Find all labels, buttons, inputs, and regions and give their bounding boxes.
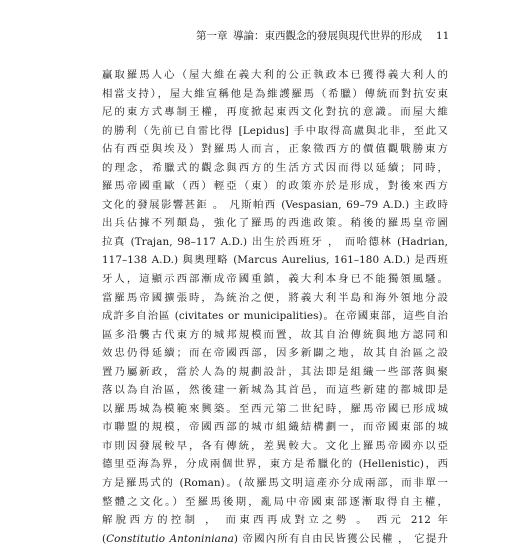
running-header	[196, 28, 422, 44]
text-line: 相當支持），屋大維宣稱他是為維護羅馬（希臘）傳統而對抗安東	[102, 87, 448, 100]
text-line: 117–138 A.D.) 與奧理略 (Marcus Aurelius, 161–180 A.D.) 是西班	[102, 254, 448, 267]
text-line: 牙人，這顯示西部漸成帝國重鎮，義大利本身已不能獨領風騷。	[102, 273, 448, 286]
text-line: 市則因發展較早，各有傳統，差異較大。文化上羅馬帝國亦以亞	[102, 439, 448, 452]
text-line: 出兵佔據不列顛島，強化了羅馬的西進政策。稍後的羅馬皇帝圖	[102, 217, 448, 230]
text-line: 拉真 (Trajan, 98–117 A.D.) 出生於西班牙 ， 而哈德林 (Hadrian,	[102, 235, 448, 248]
text-line: 成許多自治區 (civitates or municipalities)。在帝國東部，這些自治	[102, 310, 448, 323]
text-line: 佔有西亞與埃及）對羅馬人而言，正象徵西方的價值觀戰勝東方	[102, 143, 448, 156]
chapter-label: 第一章	[196, 30, 228, 42]
text-line: 的理念，希臘式的觀念與西方的生活方式因而得以延續；同時，	[102, 161, 448, 174]
text-line: 贏取羅馬人心（屋大維在義大利的公正執政本已獲得義大利人的	[102, 69, 448, 81]
text-line: 的勝利（先前已自雷比得 [Lepidus] 手中取得高盧與北非，至此又	[102, 124, 448, 137]
text-line: 以羅馬城為模範來興築。至西元第二世紀時，羅馬帝國已形成城	[102, 402, 448, 415]
text-line: 區多沿襲古代東方的城邦規模而置，故其自治傳統與地方認同和	[102, 328, 448, 341]
chapter-title: 導論：東西觀念的發展與現代世界的形成	[233, 30, 422, 42]
page-number: 11	[436, 30, 450, 42]
text-line: 尼的東方式專制王權，再度掀起東西文化對抗的意識。而屋大維	[102, 106, 448, 119]
text-line: 落以為自治區，然後建一新城為其首邑，而這些新建的都城即是	[102, 384, 448, 397]
body-text	[102, 66, 448, 548]
text-line: 羅馬帝國重歐（西）輕亞（東）的政策亦於是形成，對後來西方	[102, 180, 448, 193]
text-line: 解脫西方的控制 ， 而東西再成對立之勢 。 西元 212 年	[102, 514, 448, 527]
text-line: 當羅馬帝國擴張時，為統治之便，將義大利半島和海外領地分設	[102, 291, 448, 304]
text-line: (Constitutio Antoniniana) 帝國內所有自由民皆獲公民權 ， 它提升	[102, 532, 448, 545]
text-line: 市聯盟的規模，帝國西部的城市組織結構劃一，而帝國東部的城	[102, 421, 448, 434]
text-line: 效忠仍得延續；而在帝國西部，因多新闢之地，故其自治區之設	[102, 347, 448, 360]
text-line: 整體之文化。）至羅馬後期，亂局中帝國東部逐漸取得自主權，	[102, 495, 448, 508]
text-line: 方是羅馬式的 (Roman)。(故羅馬文明這產亦分成兩部，而非單一	[102, 477, 448, 490]
text-line: 置乃屬新政，當於人為的規劃設計，其法即是組織一些部落與聚	[102, 365, 448, 378]
text-line: 文化的發展影響甚鉅 。 凡斯帕西 (Vespasian, 69–79 A.D.) 主政時	[102, 198, 448, 211]
text-line: 德里亞海為界，分成兩個世界，東方是希臘化的 (Hellenistic)，西	[102, 458, 448, 471]
